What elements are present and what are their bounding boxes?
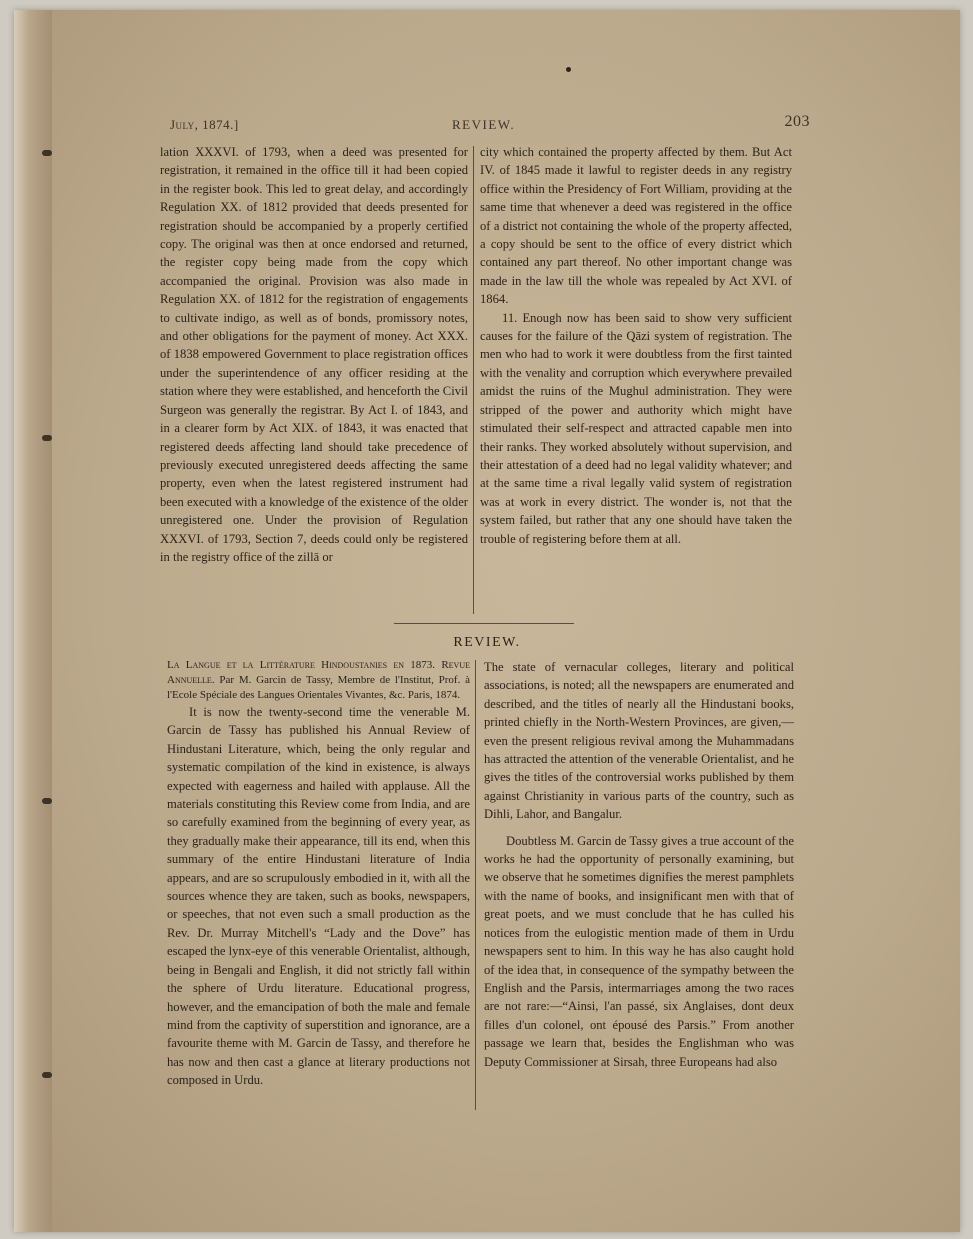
paragraph: The state of vernacular colleges, literary and political associations, is noted; all the newspapers are enumerated and described, and the titles of nearly all the Hindustani books, printed chiefly in the North-Western Provinces, are given,—even the present religious revival among the Muhammadans has attracted the attention of the venerable Orientalist, and he gives the titles of the controversial works published by them against Christianity in various parts of the country, such as Dihli, Lahor, and Bangalur.	[484, 660, 794, 822]
review-left-column	[167, 658, 470, 1090]
paragraph: Doubtless M. Garcin de Tassy gives a true account of the works he had the opportunity of personally examining, but we observe that he sometimes dignifies the merest pamphlets with the name of books, and insignificant men with that of great poets, and we must conclude that he has culled his notices from the eulogistic mention made of them in Urdu newspapers sent to him. In this way he has also caught hold of the idea that, in consequence of the sympathy between the English and the Parsis, intermarriages among the two races are not rare:—“Ainsi, l'an passé, six Anglaises, dont deux filles d'un colonel, ont épousé des Parsis.” From another passage we learn that, besides the Englishman who was Deputy Commissioner at Sirsah, three Europeans had also	[484, 833, 794, 1069]
paragraph: lation XXXVI. of 1793, when a deed was presented for registration, it remained in the office till it had been copied in the register book. This led to great delay, and accordingly Regulation XX. of 1812 provided that deeds presented for registration should be accompanied by a properly certified copy. The original was then at once endorsed and returned, the register copy being made from the copy which accompanied the original. Provision was also made in Regulation XX. of 1812 for the registration of engagements to cultivate indigo, as well as of bonds, promissory notes, and other obligations for the payment of money. Act XXX. of 1838 empowered Government to place registration offices under the superintendence of any officer residing at the station where they were established, and henceforth the Civil Surgeon was generally the registrar. By Act I. of 1843, and in a clearer form by Act XIX. of 1843, it was enacted that registered deeds affecting land should take precedence of previously executed unregistered deeds affecting the same property, even when the latest registered instrument had been executed with a knowledge of the existence of the older unregistered one. Under the provision of Regulation XXXVI. of 1793, Section 7, deeds could only be registered in the registry office of the zillā or	[160, 145, 468, 564]
header-title: REVIEW.	[452, 117, 516, 132]
citation	[167, 658, 470, 703]
document-page	[14, 10, 960, 1232]
staple-hole	[42, 798, 52, 804]
column-divider	[475, 660, 476, 1110]
top-right-column	[480, 143, 792, 548]
review-right-column	[484, 658, 794, 1071]
paragraph: 11. Enough now has been said to show very sufficient causes for the failure of the Qāzi system of registration. The men who had to work it were doubtless from the first tainted with the venality and corruption which everywhere prevailed amidst the ruins of the Mughul administration. They were stripped of the power and authority which might have stimulated their self-respect and attracted capable men into their ranks. They worked absolutely without supervision, and their attestation of a deed had no legal validity whatever; and at the same time a rival legally valid system of registration was at work in every district. The wonder is, not that the system failed, but rather that any one should have taken the trouble of registering before them at all.	[480, 310, 792, 546]
binding-spine	[14, 10, 52, 1232]
citation-details: Par M. Garcin de Tassy, Membre de l'Institut, Prof. à l'Ecole Spéciale des Langues Orientales Vivantes, &c. Paris, 1874.	[167, 674, 471, 701]
review-heading: REVIEW.	[453, 635, 521, 650]
paragraph: It is now the twenty-second time the venerable M. Garcin de Tassy has published his Annual Review of Hindustani Literature, which, being the only regular and systematic compilation of the kind in existence, is always expected with eagerness and hailed with applause. All the materials constituting this Review come from India, and are so carefully examined from the beginning of every year, as they gradually make their appearance, till its end, when this summary of the entire Hindustani literature of India appears, and are so scrupulously embodied in it, with all the sources whence they are taken, such as books, newspapers, or speeches, that not even such a small production as the Rev. Dr. Murray Mitchell's “Lady and the Dove” has escaped the lynx-eye of this venerable Orientalist, although, being in Bengali and English, it did not strictly fall within the sphere of Urdu literature. Educational progress, however, and the emancipation of both the male and female mind from the captivity of superstition and ignorance, are a favourite theme with M. Garcin de Tassy, and therefore he has now and then cast a glance at literary productions not composed in Urdu.	[167, 705, 470, 1088]
staple-hole	[42, 1072, 52, 1078]
top-left-column	[160, 143, 468, 566]
page-number: 203	[784, 113, 810, 130]
citation-title: La Langue et la Littérature Hindoustanies en 1873. Revue Annuelle.	[167, 659, 470, 686]
ink-spot	[566, 67, 571, 72]
staple-hole	[42, 150, 52, 156]
section-rule	[394, 623, 574, 624]
paragraph: city which contained the property affected by them. But Act IV. of 1845 made it lawful to register deeds in any registry office within the Presidency of Fort William, providing at the same time that whenever a deed was registered in the office of a district not containing the whole of the property affected, a copy should be sent to the office of every district which contained any part thereof. No other important change was made in the law till the whole was repealed by Act XVI. of 1864.	[480, 145, 792, 307]
header-date: July, 1874.]	[170, 117, 239, 132]
staple-hole	[42, 435, 52, 441]
column-divider	[473, 146, 474, 614]
